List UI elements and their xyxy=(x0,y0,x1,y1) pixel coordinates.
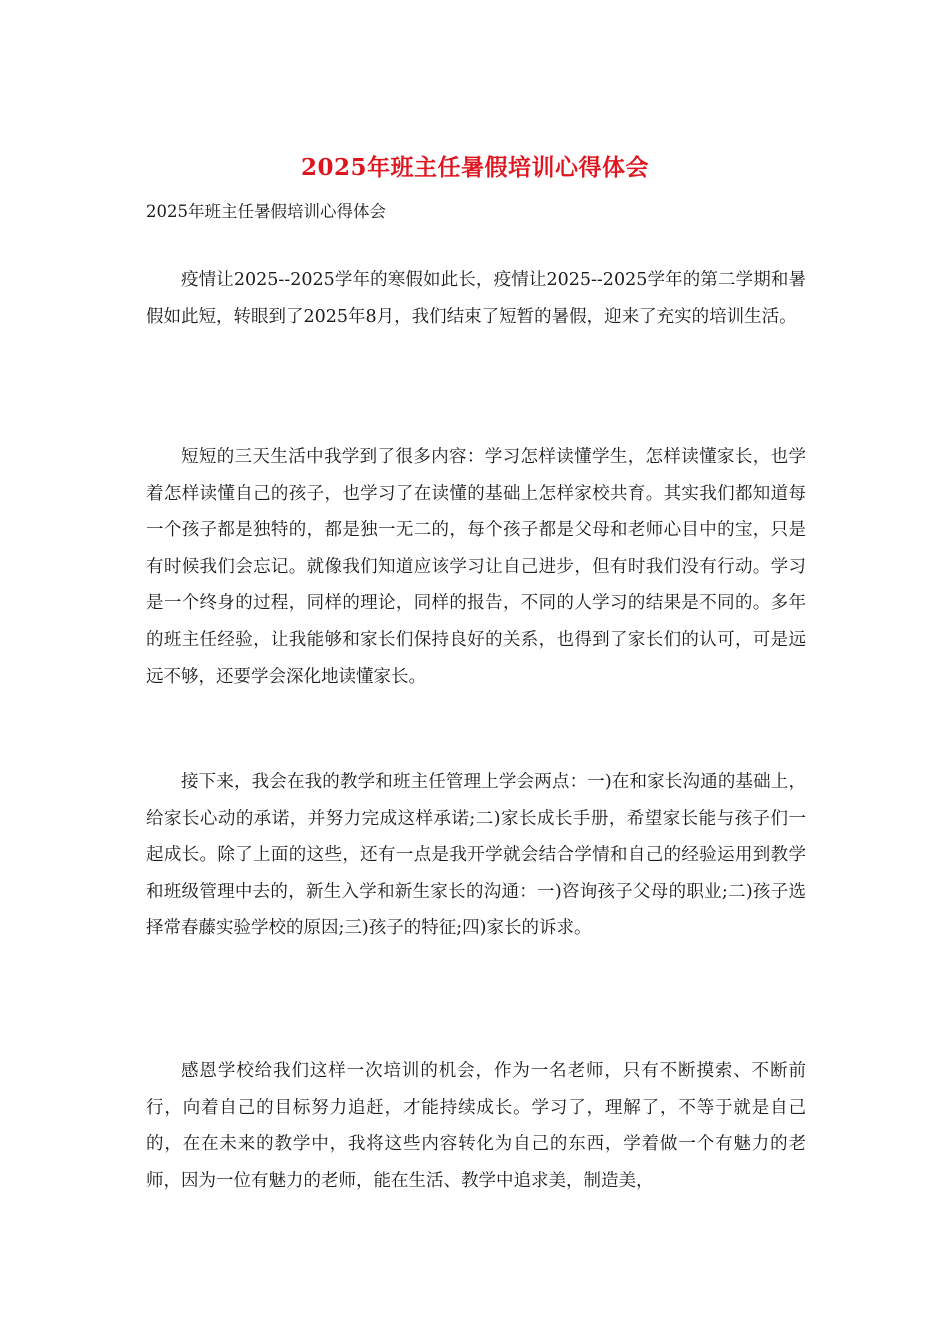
document-subtitle: 2025年班主任暑假培训心得体会 xyxy=(146,202,386,221)
paragraph-2: 短短的三天生活中我学到了很多内容：学习怎样读懂学生，怎样读懂家长，也学着怎样读懂自己的孩子，也学习了在读懂的基础上怎样家校共育。其实我们都知道每一个孩子都是独特的，都是独一无二的，每个孩子都是父母和老师心目中的宝，只是有时候我们会忘记。就像我们知道应该学习让自己进步，但有时我们没有行动。学习是一个终身的过程，同样的理论，同样的报告，不同的人学习的结果是不同的。多年的班主任经验，让我能够和家长们保持良好的关系，也得到了家长们的认可，可是远远不够，还要学会深化地读懂家长。 xyxy=(146,447,806,687)
paragraph-1: 疫情让2025--2025学年的寒假如此长，疫情让2025--2025学年的第二学期和暑假如此短，转眼到了2025年8月，我们结束了短暂的暑假，迎来了充实的培训生活。 xyxy=(146,270,806,327)
paragraph-3: 接下来，我会在我的教学和班主任管理上学会两点：一)在和家长沟通的基础上，给家长心动的承诺，并努力完成这样承诺;二)家长成长手册，希望家长能与孩子们一起成长。除了上面的这些，还有一点是我开学就会结合学情和自己的经验运用到教学和班级管理中去的，新生入学和新生家长的沟通：一)咨询孩子父母的职业;二)孩子选择常春藤实验学校的原因;三)孩子的特征;四)家长的诉求。 xyxy=(146,772,806,939)
paragraph-4: 感恩学校给我们这样一次培训的机会，作为一名老师，只有不断摸索、不断前行，向着自己的目标努力追赶，才能持续成长。学习了，理解了，不等于就是自己的，在在未来的教学中，我将这些内容转化为自己的东西，学着做一个有魅力的老师，因为一位有魅力的老师，能在生活、教学中追求美，制造美， xyxy=(146,1061,806,1191)
document-title: 2025年班主任暑假培训心得体会 xyxy=(300,154,649,181)
